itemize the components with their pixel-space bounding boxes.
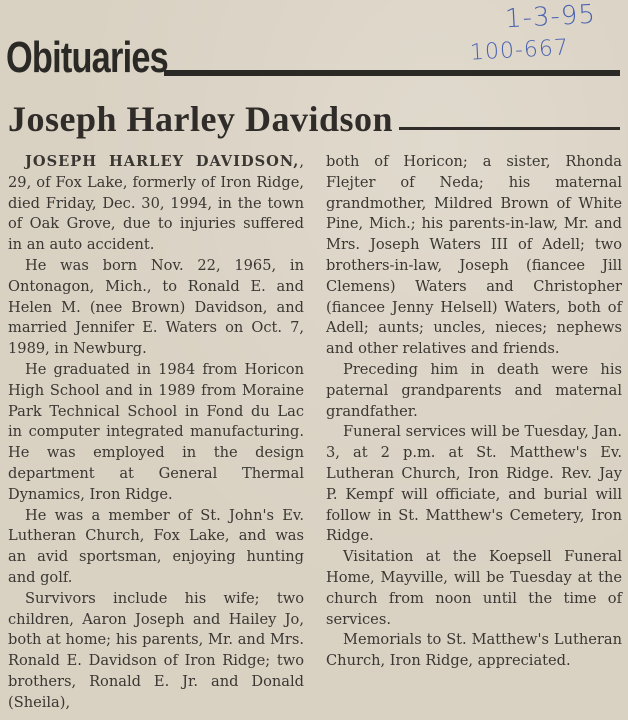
right-column [326, 152, 622, 714]
obituary-header [8, 100, 620, 138]
paragraph [8, 152, 304, 256]
section-rule [164, 70, 620, 76]
section-title: Obituaries [6, 33, 168, 82]
name-rule [399, 127, 620, 130]
paragraph-continuation: both of Horicon; a sister, Rhonda Flejter of Neda; his maternal grandmother, Mildred Brown of White Pine, Mich.; his parents-in-law, Mr. and Mrs. Joseph Waters III of Adell; two brothers-in-law, Joseph (fiancee Jill Clemens) Waters and Christopher (fiancee Jenny Helsell) Waters, both of Adell; aunts; uncles, nieces; nephews and other relatives and friends. [326, 153, 622, 358]
lead-name: JOSEPH HARLEY DAVIDSON, [25, 153, 300, 170]
paragraph: Preceding him in death were his paternal grandparents and maternal grandfather. [326, 360, 622, 420]
obituary-body [8, 152, 622, 714]
paragraph: Visitation at the Koepsell Funeral Home, Mayville, will be Tuesday at the church from noon until the time of services. [326, 548, 622, 628]
obituary-name: Joseph Harley Davidson [8, 99, 394, 139]
left-column [8, 152, 304, 714]
paragraph: Memorials to St. Matthew's Lutheran Church, Iron Ridge, appreciated. [326, 631, 622, 670]
section-header [6, 33, 620, 82]
paragraph: Survivors include his wife; two children, Aaron Joseph and Hailey Jo, both at home; his parents, Mr. and Mrs. Ronald E. Davidson of Iron Ridge; two brothers, Ronald E. Jr. and Donald (Sheila), [8, 589, 304, 711]
handwritten-reference: 100-667 [469, 35, 570, 66]
paragraph: He was a member of St. John's Ev. Lutheran Church, Fox Lake, and was an avid sportsman, enjoying hunting and golf. [8, 506, 304, 586]
paragraph-text: , 29, of Fox Lake, formerly of Iron Ridge, died Friday, Dec. 30, 1994, in the town of Oak Grove, due to injuries suffered in an auto accident. [8, 153, 304, 254]
paragraph: Funeral services will be Tuesday, Jan. 3, at 2 p.m. at St. Matthew's Ev. Lutheran Church, Iron Ridge. Rev. Jay P. Kempf will officiate, and burial will follow in St. Matthew's Cemetery, Iron Ridge. [326, 423, 622, 545]
paragraph: He was born Nov. 22, 1965, in Ontonagon, Mich., to Ronald E. and Helen M. (nee Brown) Davidson, and married Jennifer E. Waters on Oct. 7, 1989, in Newburg. [8, 256, 304, 358]
handwritten-date: 1-3-95 [504, 0, 597, 35]
paragraph: He graduated in 1984 from Horicon High School and in 1989 from Moraine Park Technical School in Fond du Lac in computer integrated manufacturing. He was employed in the design department at General Thermal Dynamics, Iron Ridge. [8, 360, 304, 503]
